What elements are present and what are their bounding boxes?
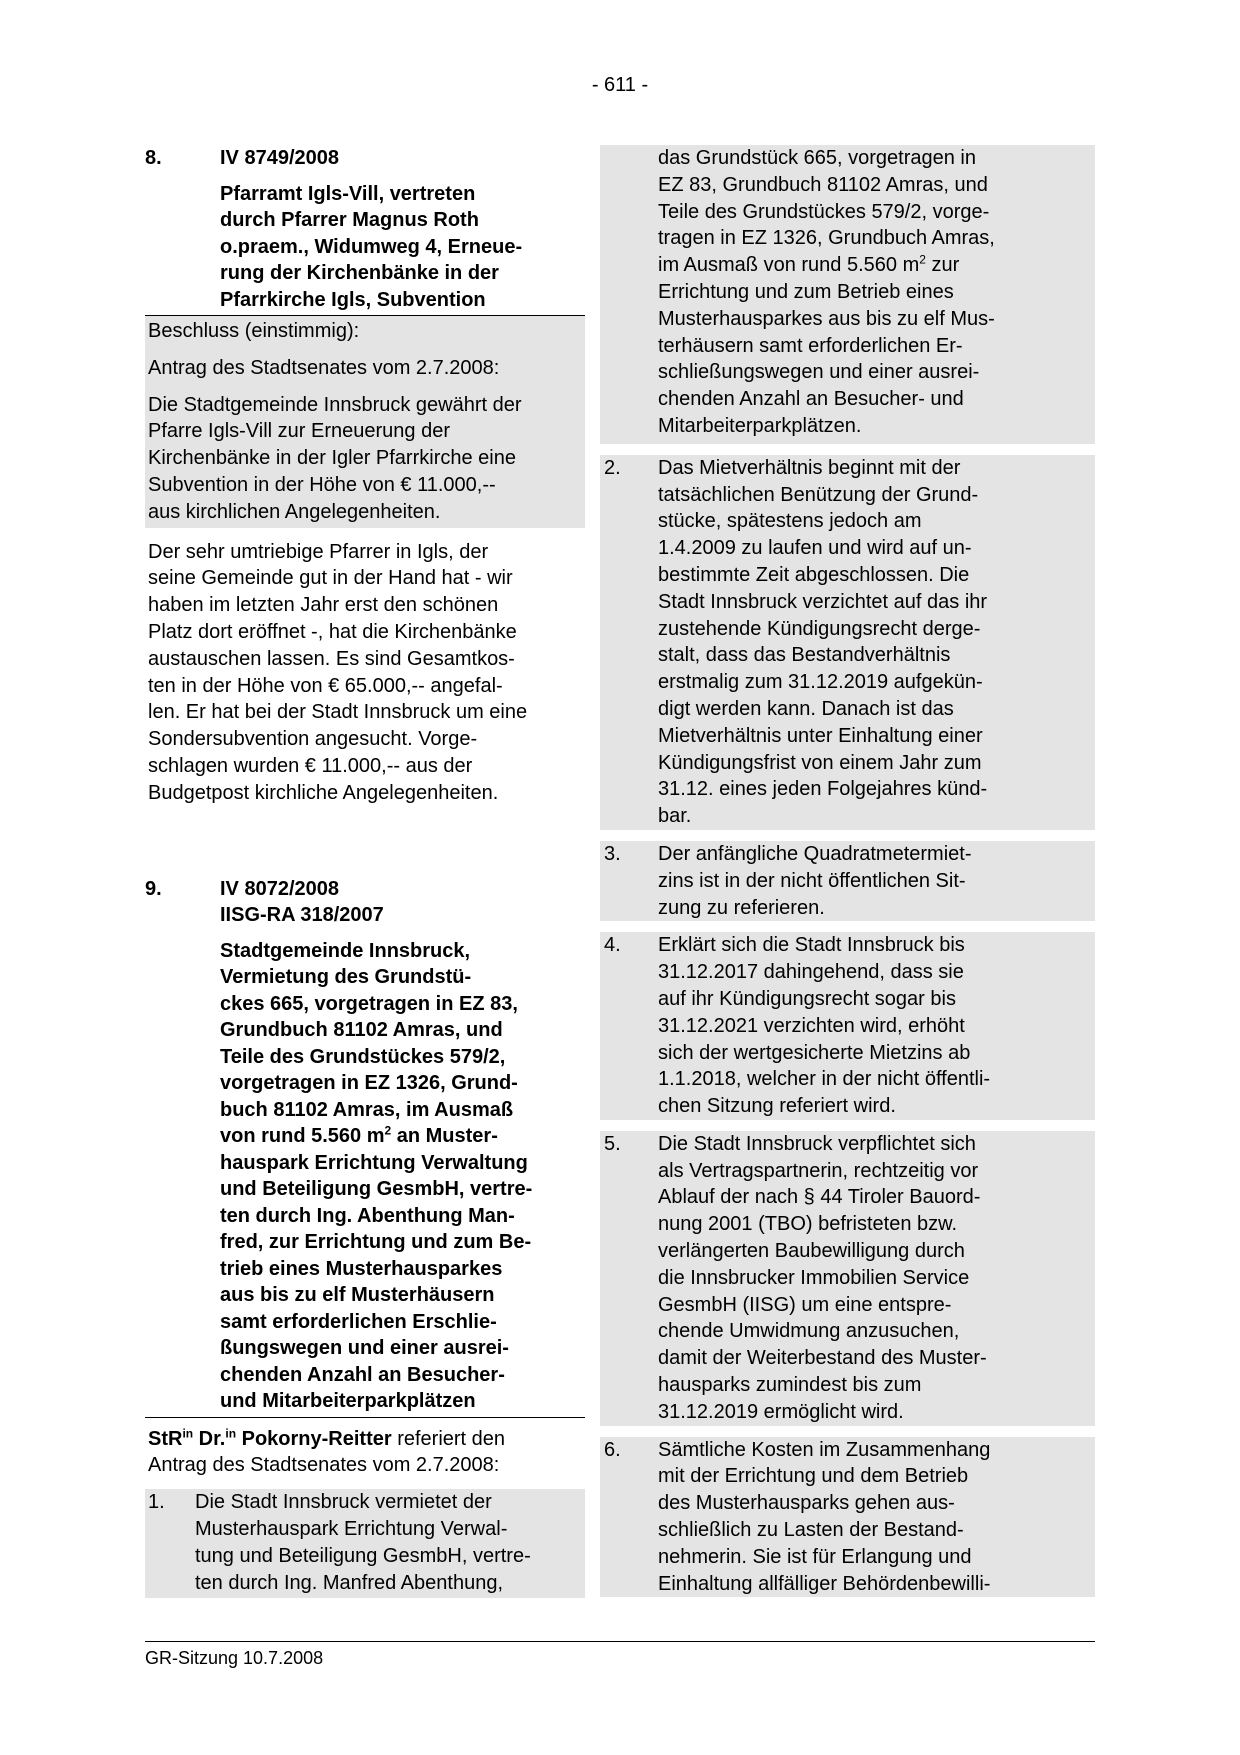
title-line: ten durch Ing. Abenthung Man- bbox=[220, 1204, 515, 1227]
text-line: Der anfängliche Quadratmetermiet- bbox=[658, 842, 972, 865]
point-number: 3. bbox=[604, 842, 621, 865]
text-line: chen Sitzung referiert wird. bbox=[658, 1095, 896, 1118]
text-line: das Grundstück 665, vorgetragen in bbox=[658, 147, 976, 169]
left-column bbox=[145, 145, 585, 1598]
text-line: 31.12.2019 ermöglicht wird. bbox=[658, 1400, 904, 1423]
item-8-comment bbox=[145, 539, 585, 809]
point-1 bbox=[145, 1489, 585, 1598]
text-line: tung und Beteiligung GesmbH, vertre- bbox=[195, 1544, 531, 1567]
text-line: 31.12.2021 verzichten wird, erhöht bbox=[658, 1014, 965, 1037]
title-line: rung der Kirchenbänke in der bbox=[220, 262, 499, 284]
text-line: 31.12.2017 dahingehend, dass sie bbox=[658, 961, 964, 984]
text-line: Stadt Innsbruck verzichtet auf das ihr bbox=[658, 590, 988, 613]
text-line: Die Stadt Innsbruck vermietet der bbox=[195, 1491, 492, 1514]
title-line: und Beteiligung GesmbH, vertre- bbox=[220, 1178, 533, 1201]
title-line: trieb eines Musterhausparkes bbox=[220, 1257, 503, 1280]
point-2 bbox=[600, 455, 1095, 830]
text-line: tatsächlichen Benützung der Grund- bbox=[658, 483, 979, 506]
right-column bbox=[604, 145, 1095, 1597]
text-line: nung 2001 (TBO) befristeten bzw. bbox=[658, 1213, 958, 1236]
item-8-reference: IV 8749/2008 bbox=[220, 147, 339, 169]
text-line: Ablauf der nach § 44 Tiroler Bauord- bbox=[658, 1186, 981, 1209]
text-line: haben im letzten Jahr erst den schönen bbox=[148, 594, 499, 617]
title-line: ckes 665, vorgetragen in EZ 83, bbox=[220, 992, 518, 1015]
title-line: Stadtgemeinde Innsbruck, bbox=[220, 939, 471, 962]
point-1-continuation bbox=[600, 145, 1095, 444]
point-5 bbox=[600, 1131, 1095, 1426]
decision-text bbox=[148, 392, 582, 526]
motion-text: Antrag des Stadtsenates vom 2.7.2008: bbox=[148, 1454, 500, 1477]
text-line: Subvention in der Höhe von € 11.000,-- bbox=[148, 473, 496, 496]
resolution-box bbox=[145, 316, 585, 528]
text-line: Kirchenbänke in der Igler Pfarrkirche eine bbox=[148, 447, 516, 470]
item-9-number: 9. bbox=[145, 877, 162, 900]
text-line: terhäusern samt erforderlichen Er- bbox=[658, 334, 963, 357]
title-line: samt erforderlichen Erschlie- bbox=[220, 1310, 497, 1333]
text-line: Budgetpost kirchliche Angelegenheiten. bbox=[148, 781, 499, 804]
text-line: ten durch Ing. Manfred Abenthung, bbox=[195, 1571, 503, 1594]
title-line: o.praem., Widumweg 4, Erneue- bbox=[220, 235, 523, 258]
text-line: damit der Weiterbestand des Muster- bbox=[658, 1347, 987, 1370]
title-line: und Mitarbeiterparkplätzen bbox=[220, 1390, 476, 1413]
item-8-heading bbox=[145, 145, 585, 172]
title-line: Pfarramt Igls-Vill, vertreten bbox=[220, 182, 476, 205]
text-line: erstmalig zum 31.12.2019 aufgekün- bbox=[658, 671, 983, 694]
title-line: Vermietung des Grundstü- bbox=[220, 966, 472, 989]
text-line: Das Mietverhältnis beginnt mit der bbox=[658, 456, 961, 479]
text-line: Sämtliche Kosten im Zusammenhang bbox=[658, 1438, 991, 1461]
text-line: sich der wertgesicherte Mietzins ab bbox=[658, 1041, 971, 1064]
title-line: durch Pfarrer Magnus Roth bbox=[220, 209, 479, 231]
text-line: 1.4.2009 zu laufen und wird auf un- bbox=[658, 537, 972, 560]
text-line: zung zu referieren. bbox=[658, 896, 825, 919]
text-line-area: im Ausmaß von rund 5.560 $m^2$ zur bbox=[658, 252, 960, 277]
title-line: aus bis zu elf Musterhäusern bbox=[220, 1284, 495, 1307]
item-9-title bbox=[220, 938, 585, 1417]
resolution-text: Beschluss (einstimmig): bbox=[148, 320, 360, 342]
text-line: verlängerten Baubewilligung durch bbox=[658, 1240, 965, 1263]
text-line: Der sehr umtriebige Pfarrer in Igls, der bbox=[148, 540, 489, 563]
text-line: aus kirchlichen Angelegenheiten. bbox=[148, 500, 441, 523]
text-line: hausparks zumindest bis zum bbox=[658, 1374, 922, 1397]
point-number: 5. bbox=[604, 1132, 621, 1155]
text-line: Die Stadt Innsbruck verpflichtet sich bbox=[658, 1132, 976, 1155]
text-line: chende Umwidmung anzusuchen, bbox=[658, 1320, 960, 1343]
title-line: hauspark Errichtung Verwaltung bbox=[220, 1151, 528, 1174]
point-number: 1. bbox=[148, 1491, 165, 1514]
title-line: chenden Anzahl an Besucher- bbox=[220, 1363, 505, 1386]
text-line: seine Gemeinde gut in der Hand hat - wir bbox=[148, 567, 513, 590]
text-line: schließungswegen und einer ausrei- bbox=[658, 361, 980, 384]
text-line: zustehende Kündigungsrecht derge- bbox=[658, 617, 981, 640]
text-line: bestimmte Zeit abgeschlossen. Die bbox=[658, 563, 970, 586]
text-line: mit der Errichtung und dem Betrieb bbox=[658, 1465, 969, 1488]
point-number: 4. bbox=[604, 934, 621, 957]
motion-text: Antrag des Stadtsenates vom 2.7.2008: bbox=[148, 356, 500, 379]
item-8-number: 8. bbox=[145, 147, 162, 169]
point-number: 2. bbox=[604, 456, 621, 479]
text-line: bar. bbox=[658, 805, 692, 828]
footer-text: GR-Sitzung 10.7.2008 bbox=[145, 1648, 324, 1668]
text-line: auf ihr Kündigungsrecht sogar bis bbox=[658, 987, 956, 1010]
text-line: schließlich zu Lasten der Bestand- bbox=[658, 1519, 964, 1542]
text-line: chenden Anzahl an Besucher- und bbox=[658, 388, 964, 411]
text-line: stücke, spätestens jedoch am bbox=[658, 510, 922, 533]
title-line: buch 81102 Amras, im Ausmaß bbox=[220, 1098, 514, 1121]
text-line: Mitarbeiterparkplätzen. bbox=[658, 414, 862, 437]
title-line: Pfarrkirche Igls, Subvention bbox=[220, 288, 486, 311]
text-line: schlagen wurden € 11.000,-- aus der bbox=[148, 754, 473, 777]
title-line-area: von rund 5.560 $m^2$ an Muster- bbox=[220, 1123, 498, 1148]
text-line: Kündigungsfrist von einem Jahr zum bbox=[658, 751, 982, 774]
point-3 bbox=[600, 841, 1095, 921]
text-line: Mietverhältnis unter Einhaltung einer bbox=[658, 724, 983, 747]
item-9-reference: IISG-RA 318/2007 bbox=[220, 904, 384, 927]
text-line: len. Er hat bei der Stadt Innsbruck um eine bbox=[148, 701, 528, 724]
text-line: als Vertragspartnerin, rechtzeitig vor bbox=[658, 1159, 979, 1182]
text-line: Erklärt sich die Stadt Innsbruck bis bbox=[658, 934, 965, 957]
title-line: fred, zur Errichtung und zum Be- bbox=[220, 1231, 532, 1254]
text-line: stalt, dass das Bestandverhältnis bbox=[658, 644, 951, 667]
text-line: 1.1.2018, welcher in der nicht öffentli- bbox=[658, 1068, 991, 1091]
title-line: Grundbuch 81102 Amras, und bbox=[220, 1019, 503, 1042]
text-line: nehmerin. Sie ist für Erlangung und bbox=[658, 1545, 972, 1568]
text-line: Einhaltung allfälliger Behördenbewilli- bbox=[658, 1572, 991, 1595]
text-line: Errichtung und zum Betrieb eines bbox=[658, 280, 954, 303]
text-line: austauschen lassen. Es sind Gesamtkos- bbox=[148, 647, 515, 670]
title-line: Teile des Grundstückes 579/2, bbox=[220, 1045, 506, 1068]
text-line: Musterhausparkes aus bis zu elf Mus- bbox=[658, 307, 995, 330]
text-line: Musterhauspark Errichtung Verwal- bbox=[195, 1517, 508, 1540]
text-line: tragen in EZ 1326, Grundbuch Amras, bbox=[658, 227, 995, 250]
item-8-title bbox=[220, 181, 585, 316]
text-line: Die Stadtgemeinde Innsbruck gewährt der bbox=[148, 393, 522, 416]
text-line: Pfarre Igls-Vill zur Erneuerung der bbox=[148, 420, 450, 443]
title-line: ßungswegen und einer ausrei- bbox=[220, 1337, 509, 1360]
text-line: ten in der Höhe von € 65.000,-- angefal- bbox=[148, 674, 503, 697]
speaker-text: StR$^{in}$ Dr.$^{in}$ Pokorny-Reitter referiert den Antrag des Stadtsenates vom 2.7.2008: bbox=[145, 1418, 585, 1482]
text-line: Teile des Grundstückes 579/2, vorge- bbox=[658, 200, 990, 223]
text-line: digt werden kann. Danach ist das bbox=[658, 697, 954, 720]
text-line: zins ist in der nicht öffentlichen Sit- bbox=[658, 869, 966, 892]
text-line: Sondersubvention angesucht. Vorge- bbox=[148, 728, 478, 751]
text-line: Platz dort eröffnet -, hat die Kirchenbänke bbox=[148, 620, 517, 643]
text-line: des Musterhausparks gehen aus- bbox=[658, 1492, 955, 1515]
text-line: EZ 83, Grundbuch 81102 Amras, und bbox=[658, 173, 988, 196]
point-6 bbox=[600, 1437, 1095, 1598]
page-number: - 611 - bbox=[591, 74, 649, 96]
item-9-reference: IV 8072/2008 bbox=[220, 877, 339, 900]
item-9-heading bbox=[145, 876, 585, 929]
footer-rule bbox=[145, 1641, 1095, 1642]
text-line: 31.12. eines jeden Folgejahres künd- bbox=[658, 778, 988, 801]
title-line: vorgetragen in EZ 1326, Grund- bbox=[220, 1072, 518, 1095]
point-number: 6. bbox=[604, 1438, 621, 1461]
text-line: GesmbH (IISG) um eine entspre- bbox=[658, 1293, 952, 1316]
text-line: die Innsbrucker Immobilien Service bbox=[658, 1266, 970, 1289]
point-4 bbox=[600, 932, 1095, 1120]
